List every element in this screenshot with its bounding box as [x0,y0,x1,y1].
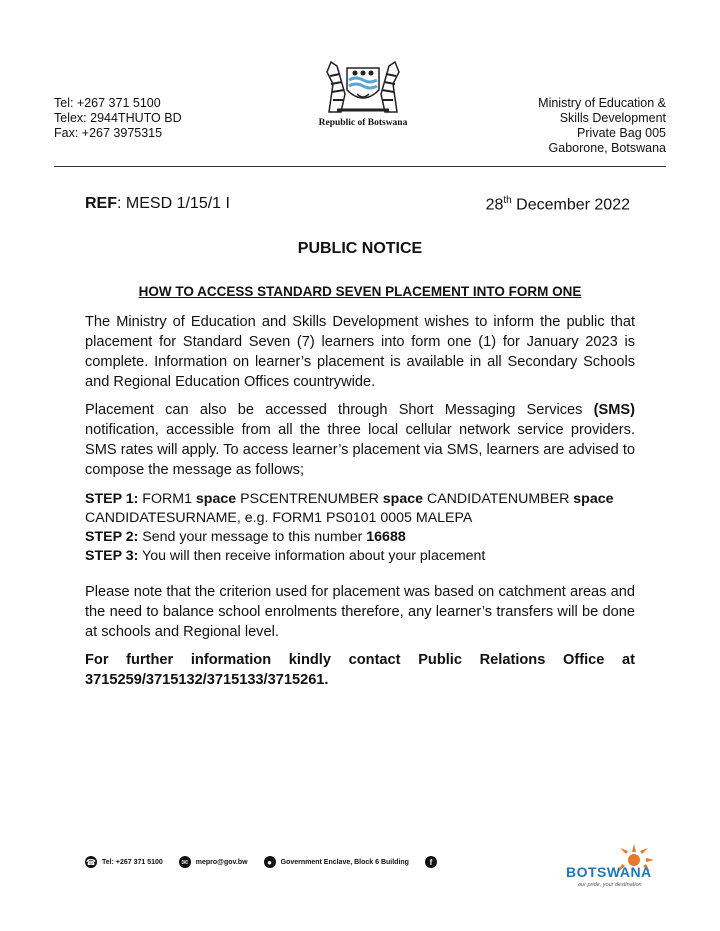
step-2 [85,528,645,547]
paragraph-sms [85,400,635,480]
ministry-line-2: Skills Development [559,111,666,125]
step1-d: CANDIDATESURNAME, e.g. FORM1 PS0101 0005 MALEPA [85,510,473,526]
fax-line: Fax: +267 3975315 [54,126,163,140]
step2-label: STEP 2: [85,529,139,545]
paragraph-contact: For further information kindly contact Public Relations Office at 3715259/3715132/3715133/3715261. [85,652,635,688]
logo-tagline: our pride, your destination [578,882,642,888]
space-word-1: space [195,491,237,507]
footer-email[interactable] [179,856,248,868]
facebook-icon[interactable]: f [425,856,437,868]
logo-text: BOTSWANA [566,864,652,880]
date-rest: December 2022 [511,196,630,214]
step2-number: 16688 [366,529,406,545]
step1-b: PSCENTRENUMBER [236,491,383,507]
step3-label: STEP 3: [85,548,139,564]
address-line-1: Private Bag 005 [577,126,666,140]
location-icon: ● [264,856,276,868]
ministry-line-1: Ministry of Education & [538,96,666,110]
reference [85,195,230,213]
p2-before: Placement can also be accessed through Short Messaging Services [85,402,594,418]
coat-caption: Republic of Botswana [318,118,408,128]
header-divider [54,166,666,167]
space-word-3: space [573,491,614,507]
p2-bold: (SMS) [593,402,635,418]
date-day: 28 [485,196,504,214]
tel-line: Tel: +267 371 5100 [54,96,161,110]
address-line-2: Gaborone, Botswana [548,141,666,155]
footer-email-text[interactable]: mepro@gov.bw [195,858,248,866]
date-suffix: th [503,195,512,206]
letterhead-address-right [538,96,666,156]
step1-a: FORM1 [138,491,196,507]
footer-phone [85,856,163,868]
ref-label: REF [85,195,117,212]
email-icon: ✉ [179,856,191,868]
phone-icon: ☎ [86,857,96,867]
notice-title: PUBLIC NOTICE [297,240,423,257]
footer-tel: Tel: +267 371 5100 [102,858,163,866]
space-word-2: space [382,491,423,507]
letterhead-contact-left [54,96,182,141]
paragraph-intro: The Ministry of Education and Skills Development wishes to inform the public that placement for Standard Seven (7) learners into form one (1) for January 2023 is complete. Information on learner’s placement is available in all Secondary Schools and Regional Education Offices countrywide. [85,314,635,390]
step1-label: STEP 1: [85,491,139,507]
step-3 [85,547,645,566]
ref-value: MESD 1/15/1 I [121,195,230,212]
sms-steps [85,490,645,566]
footer-facebook[interactable] [425,856,437,868]
notice-heading: HOW TO ACCESS STANDARD SEVEN PLACEMENT INTO FORM ONE [138,284,582,299]
coat-of-arms [308,54,418,128]
step1-c: CANDIDATENUMBER [423,491,574,507]
step2-text: Send your message to this number [138,529,367,545]
footer-address [264,856,409,868]
letter-date [486,195,630,214]
step-1 [85,490,645,528]
coat-of-arms-icon [315,54,411,116]
botswana-brand-logo [560,838,670,898]
paragraph-criterion: Please note that the criterion used for placement was based on catchment areas and the need to balance school enrolments therefore, any learner’s transfers will be done at schools and Regional level. [85,584,635,640]
step3-text: You will then receive information about your placement [138,548,486,564]
footer-address-text: Government Enclave, Block 6 Building [280,858,409,866]
footer-contacts [85,856,437,868]
p2-after: notification, accessible from all the three local cellular network service providers. SMS rates will apply. To access learner’s placement via SMS, learners are advised to compose the message as follows; [85,422,635,478]
telex-line: Telex: 2944THUTO BD [54,111,182,125]
ref-sep: : [117,195,122,212]
